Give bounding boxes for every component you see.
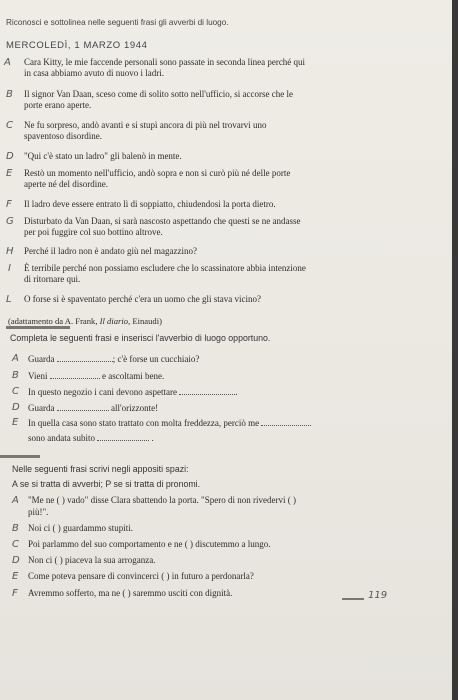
handwritten-letter: H	[6, 246, 14, 257]
section-subinstruction: A se si tratta di avverbi; P se si tratta di pronomi.	[12, 479, 201, 489]
exercise-sentence: Come poteva pensare di convincerci ( ) in futuro a perdonarla?	[28, 571, 254, 581]
fill-sentence: In questo negozio i cani devono aspettare .	[28, 387, 238, 397]
handwritten-letter: A	[12, 495, 19, 506]
excerpt-line: di ritornare qui.	[24, 274, 81, 284]
handwritten-letter: E	[12, 571, 19, 582]
handwritten-letter: C	[6, 120, 13, 131]
excerpt-line: aperte né del disordine.	[24, 179, 108, 189]
answer-blank[interactable]	[57, 402, 109, 411]
answer-blank[interactable]	[57, 353, 113, 362]
excerpt-line: Cara Kitty, le mie faccende personali sono passate in seconda linea perché qui	[24, 57, 306, 67]
handwritten-letter: A	[4, 57, 11, 68]
excerpt-line: Ne fu sorpreso, andò avanti e si stupì ancora di più nel trovarvi uno	[24, 120, 267, 130]
handwritten-letter: E	[6, 168, 13, 179]
section-divider	[0, 455, 40, 458]
excerpt-line: porte erano aperte.	[24, 100, 92, 110]
excerpt-line: Il signor Van Daan, sceso come di solito sotto nell'ufficio, si accorse che le	[24, 89, 293, 99]
excerpt-line: per poi fuggire col suo bottino altrove.	[24, 227, 163, 237]
handwritten-letter: D	[12, 402, 20, 413]
page-number: 119	[368, 590, 388, 601]
handwritten-letter: B	[12, 523, 19, 534]
fill-sentence: Vieni e ascoltami bene.	[28, 371, 165, 381]
footer-rule	[342, 598, 364, 600]
section-instruction: Completa le seguenti frasi e inserisci l'avverbio di luogo opportuno.	[10, 333, 271, 343]
exercise-sentence: "Me ne ( ) vado" disse Clara sbattendo la porta. "Spero di non rivedervi ( )	[28, 495, 296, 505]
handwritten-letter: G	[6, 216, 14, 227]
handwritten-letter: D	[12, 555, 20, 566]
section-divider	[6, 326, 70, 329]
exercise-sentence: Avremmo sofferto, ma ne ( ) saremmo usciti con dignità.	[28, 588, 233, 598]
handwritten-letter: C	[12, 386, 19, 397]
excerpt-line: "Qui c'è stato un ladro" gli balenò in mente.	[24, 151, 182, 161]
handwritten-letter: L	[6, 294, 12, 305]
handwritten-letter: F	[12, 588, 18, 599]
handwritten-letter: E	[12, 417, 19, 428]
excerpt-line: Disturbato da Van Daan, si sarà nascosto aspettando che questi se ne andasse	[24, 216, 301, 226]
diary-date: MERCOLEDÌ, 1 MARZO 1944	[6, 40, 148, 51]
answer-blank[interactable]	[179, 386, 235, 395]
section-instruction: Nelle seguenti frasi scrivi negli appositi spazi:	[12, 464, 189, 474]
handwritten-letter: I	[8, 263, 11, 274]
answer-blank[interactable]	[97, 432, 149, 441]
source-citation: (adattamento da A. Frank, Il diario, Einaudi)	[8, 316, 162, 326]
answer-blank[interactable]	[261, 417, 311, 426]
fill-sentence: Guarda all'orizzonte!	[28, 403, 159, 413]
handwritten-letter: B	[6, 89, 13, 100]
answer-blank[interactable]	[50, 370, 100, 379]
exercise-sentence: più!".	[28, 507, 49, 517]
excerpt-line: in casa abbiamo avuto di nuovo i ladri.	[24, 68, 164, 78]
handwritten-letter: F	[6, 199, 12, 210]
excerpt-line: Restò un momento nell'ufficio, andò sopra e non si curò più né delle porte	[24, 168, 291, 178]
handwritten-letter: B	[12, 370, 19, 381]
exercise-sentence: Non ci ( ) piaceva la sua arroganza.	[28, 555, 156, 565]
exercise-sentence: Noi ci ( ) guardammo stupiti.	[28, 523, 133, 533]
fill-sentence: Guarda ; c'è forse un cucchiaio?	[28, 354, 200, 364]
excerpt-line: Perché il ladro non è andato giù nel magazzino?	[24, 246, 197, 256]
fill-sentence-continuation: sono andata subito .	[28, 433, 154, 443]
fill-sentence: In quella casa sono stato trattato con molta freddezza, perciò me	[28, 417, 311, 429]
excerpt-line: spaventoso disordine.	[24, 131, 102, 141]
excerpt-line: È terribile perché non possiamo escludere che lo scassinatore abbia intenzione	[24, 263, 306, 273]
handwritten-letter: A	[12, 353, 19, 364]
excerpt-line: Il ladro deve essere entrato lì di soppiatto, chiudendosi la porta dietro.	[24, 199, 276, 209]
handwritten-letter: D	[6, 151, 14, 162]
handwritten-letter: C	[12, 539, 19, 550]
excerpt-line: O forse si è spaventato perché c'era un uomo che gli stava vicino?	[24, 294, 262, 304]
exercise-sentence: Poi parlammo del suo comportamento e ne ( ) discutemmo a lungo.	[28, 539, 271, 549]
exercise-instruction: Riconosci e sottolinea nelle seguenti frasi gli avverbi di luogo.	[6, 18, 229, 27]
